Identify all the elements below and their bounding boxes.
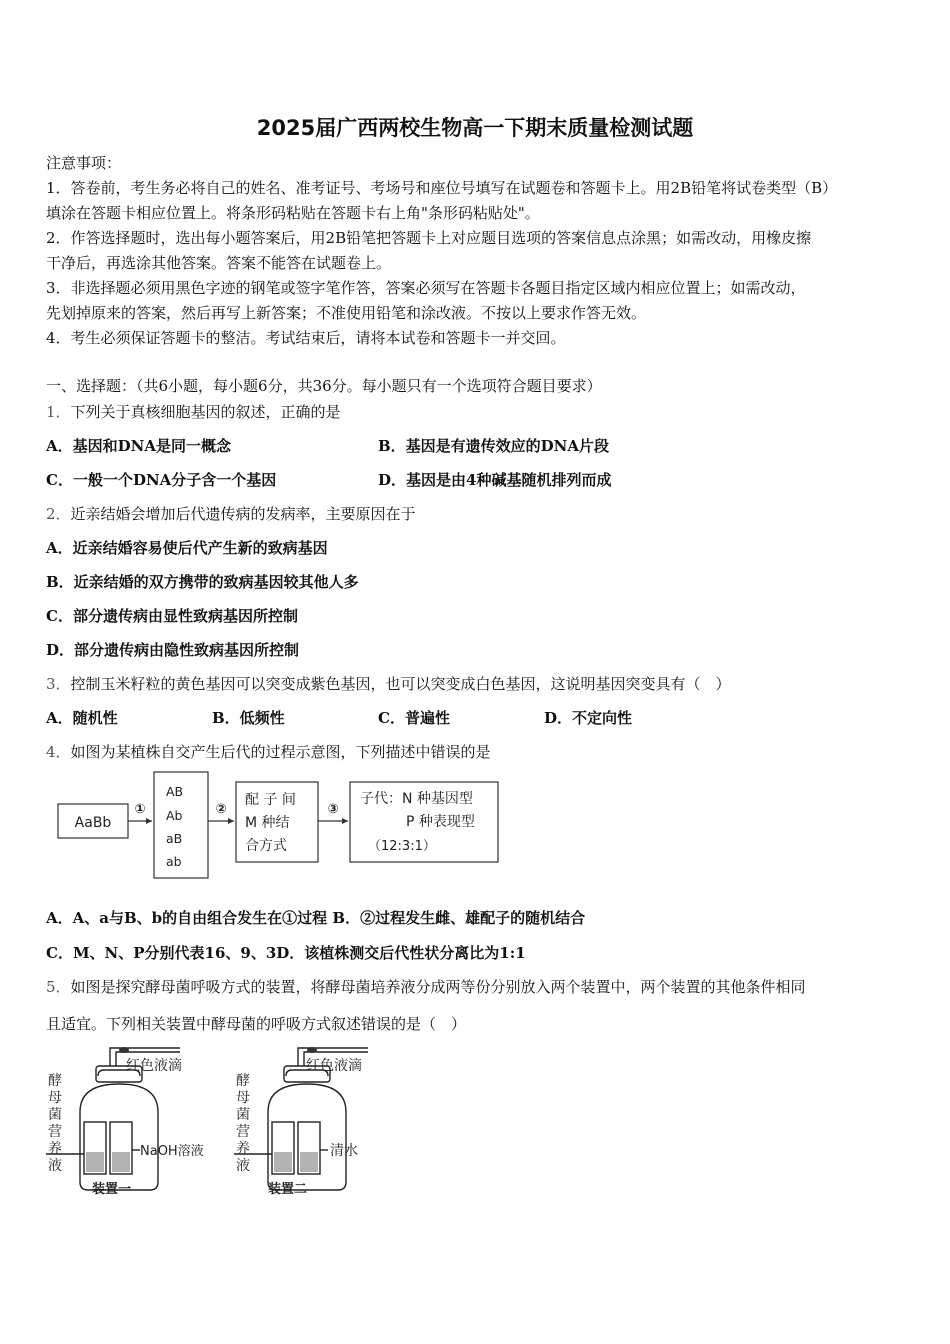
question-number: 3． bbox=[46, 675, 71, 693]
side-char: 养 bbox=[236, 1141, 250, 1157]
option-d: D．基因是由4种碱基随机排列而成 bbox=[378, 471, 612, 489]
step-3-label: ③ bbox=[327, 802, 339, 817]
question-5 bbox=[46, 977, 806, 997]
notice-heading: 注意事项： bbox=[46, 154, 122, 172]
gamete: AB bbox=[166, 784, 184, 799]
offspring-line: P 种表现型 bbox=[406, 814, 475, 830]
option-a: A．基因和DNA是同一概念 bbox=[46, 437, 231, 455]
option-c: C．普遍性 bbox=[378, 709, 450, 727]
device-2-diagram bbox=[228, 1040, 398, 1200]
option-c-d: C．M、N、P分别代表16、9、3D．该植株测交后代性状分离比为1:1 bbox=[46, 944, 526, 962]
device-caption: 装置二 bbox=[268, 1182, 308, 1197]
step-1-label: ① bbox=[134, 802, 146, 817]
notice-line: 填涂在答题卡相应位置上。将条形码粘贴在答题卡右上角"条形码粘贴处"。 bbox=[46, 204, 540, 222]
side-char: 养 bbox=[48, 1141, 62, 1157]
side-char: 母 bbox=[236, 1090, 250, 1106]
device-caption: 装置一 bbox=[92, 1182, 132, 1197]
question-stem: 下列关于真核细胞基因的叙述，正确的是 bbox=[70, 403, 341, 421]
option-c: C．部分遗传病由显性致病基因所控制 bbox=[46, 607, 298, 625]
device-1-diagram bbox=[40, 1040, 230, 1200]
notice-line: 2．作答选择题时，选出每小题答案后，用2B铅笔把答题卡上对应题目选项的答案信息点涂黑；如需改动，用橡皮擦 bbox=[46, 229, 812, 247]
combination-line: 合方式 bbox=[245, 838, 287, 854]
gamete: aB bbox=[166, 831, 183, 846]
option-d: D．不定向性 bbox=[544, 709, 633, 727]
question-number: 5． bbox=[46, 978, 71, 996]
question-number: 2． bbox=[46, 505, 71, 523]
option-a: A．随机性 bbox=[46, 709, 118, 727]
question-1 bbox=[46, 402, 341, 422]
offspring-line: 子代：N 种基因型 bbox=[360, 791, 473, 807]
gamete: Ab bbox=[166, 808, 183, 823]
side-char: 酵 bbox=[48, 1073, 62, 1089]
option-b: B．近亲结婚的双方携带的致病基因较其他人多 bbox=[46, 573, 359, 591]
question-stem: 如图为某植株自交产生后代的过程示意图，下列描述中错误的是 bbox=[70, 743, 491, 761]
combination-line: 配 子 间 bbox=[245, 792, 296, 808]
side-char: 菌 bbox=[48, 1107, 62, 1123]
side-char: 母 bbox=[48, 1090, 62, 1106]
option-b: B．低频性 bbox=[212, 709, 285, 727]
option-a: A．近亲结婚容易使后代产生新的致病基因 bbox=[46, 539, 328, 557]
notice-line: 4．考生必须保证答题卡的整洁。考试结束后，请将本试卷和答题卡一并交回。 bbox=[46, 329, 566, 347]
option-d: D．部分遗传病由隐性致病基因所控制 bbox=[46, 641, 300, 659]
side-char: 液 bbox=[236, 1158, 250, 1174]
combination-line: M 种结 bbox=[245, 815, 290, 831]
drop-label: 红色液滴 bbox=[306, 1058, 362, 1074]
question-stem: 控制玉米籽粒的黄色基因可以突变成紫色基因，也可以突变成白色基因，这说明基因突变具有（ ） bbox=[70, 675, 731, 693]
side-char: 酵 bbox=[236, 1073, 250, 1089]
notice-line: 3．非选择题必须用黑色字迹的钢笔或签字笔作答，答案必须写在答题卡各题目指定区域内相应位置上；如需改动， bbox=[46, 279, 806, 297]
parent-genotype: AaBb bbox=[74, 815, 112, 831]
question-stem: 近亲结婚会增加后代遗传病的发病率，主要原因在于 bbox=[70, 505, 416, 523]
section-heading: 一、选择题：（共6小题，每小题6分，共36分。每小题只有一个选项符合题目要求） bbox=[46, 377, 602, 395]
page-title: 2025届广西两校生物高一下期末质量检测试题 bbox=[256, 116, 694, 140]
question-2 bbox=[46, 504, 416, 524]
selfing-process-diagram bbox=[50, 766, 510, 884]
notice-line: 先划掉原来的答案，然后再写上新答案；不准使用铅笔和涂改液。不按以上要求作答无效。 bbox=[46, 304, 647, 322]
gamete: ab bbox=[166, 854, 182, 869]
question-number: 1． bbox=[46, 403, 71, 421]
option-c: C．一般一个DNA分子含一个基因 bbox=[46, 471, 277, 489]
option-a-b: A．A、a与B、b的自由组合发生在①过程 B．②过程发生雌、雄配子的随机结合 bbox=[46, 909, 586, 927]
solution-label: 清水 bbox=[330, 1143, 358, 1159]
notice-line: 1．答卷前，考生务必将自己的姓名、准考证号、考场号和座位号填写在试题卷和答题卡上。用2B铅笔将试卷类型（B） bbox=[46, 179, 838, 197]
side-char: 营 bbox=[48, 1124, 62, 1140]
drop-label: 红色液滴 bbox=[126, 1058, 182, 1074]
question-3 bbox=[46, 674, 731, 694]
question-stem: 如图是探究酵母菌呼吸方式的装置，将酵母菌培养液分成两等份分别放入两个装置中，两个装置的其他条件相同 bbox=[70, 978, 806, 996]
question-4 bbox=[46, 742, 491, 762]
solution-label: NaOH溶液 bbox=[140, 1144, 204, 1159]
option-b: B．基因是有遗传效应的DNA片段 bbox=[378, 437, 610, 455]
step-2-label: ② bbox=[215, 802, 227, 817]
side-char: 液 bbox=[48, 1158, 62, 1174]
question-number: 4． bbox=[46, 743, 71, 761]
offspring-ratio: （12:3:1） bbox=[368, 839, 436, 854]
notice-line: 干净后，再选涂其他答案。答案不能答在试题卷上。 bbox=[46, 254, 392, 272]
side-char: 菌 bbox=[236, 1107, 250, 1123]
side-char: 营 bbox=[236, 1124, 250, 1140]
question-5-cont: 且适宜。下列相关装置中酵母菌的呼吸方式叙述错误的是（ ） bbox=[46, 1015, 467, 1033]
